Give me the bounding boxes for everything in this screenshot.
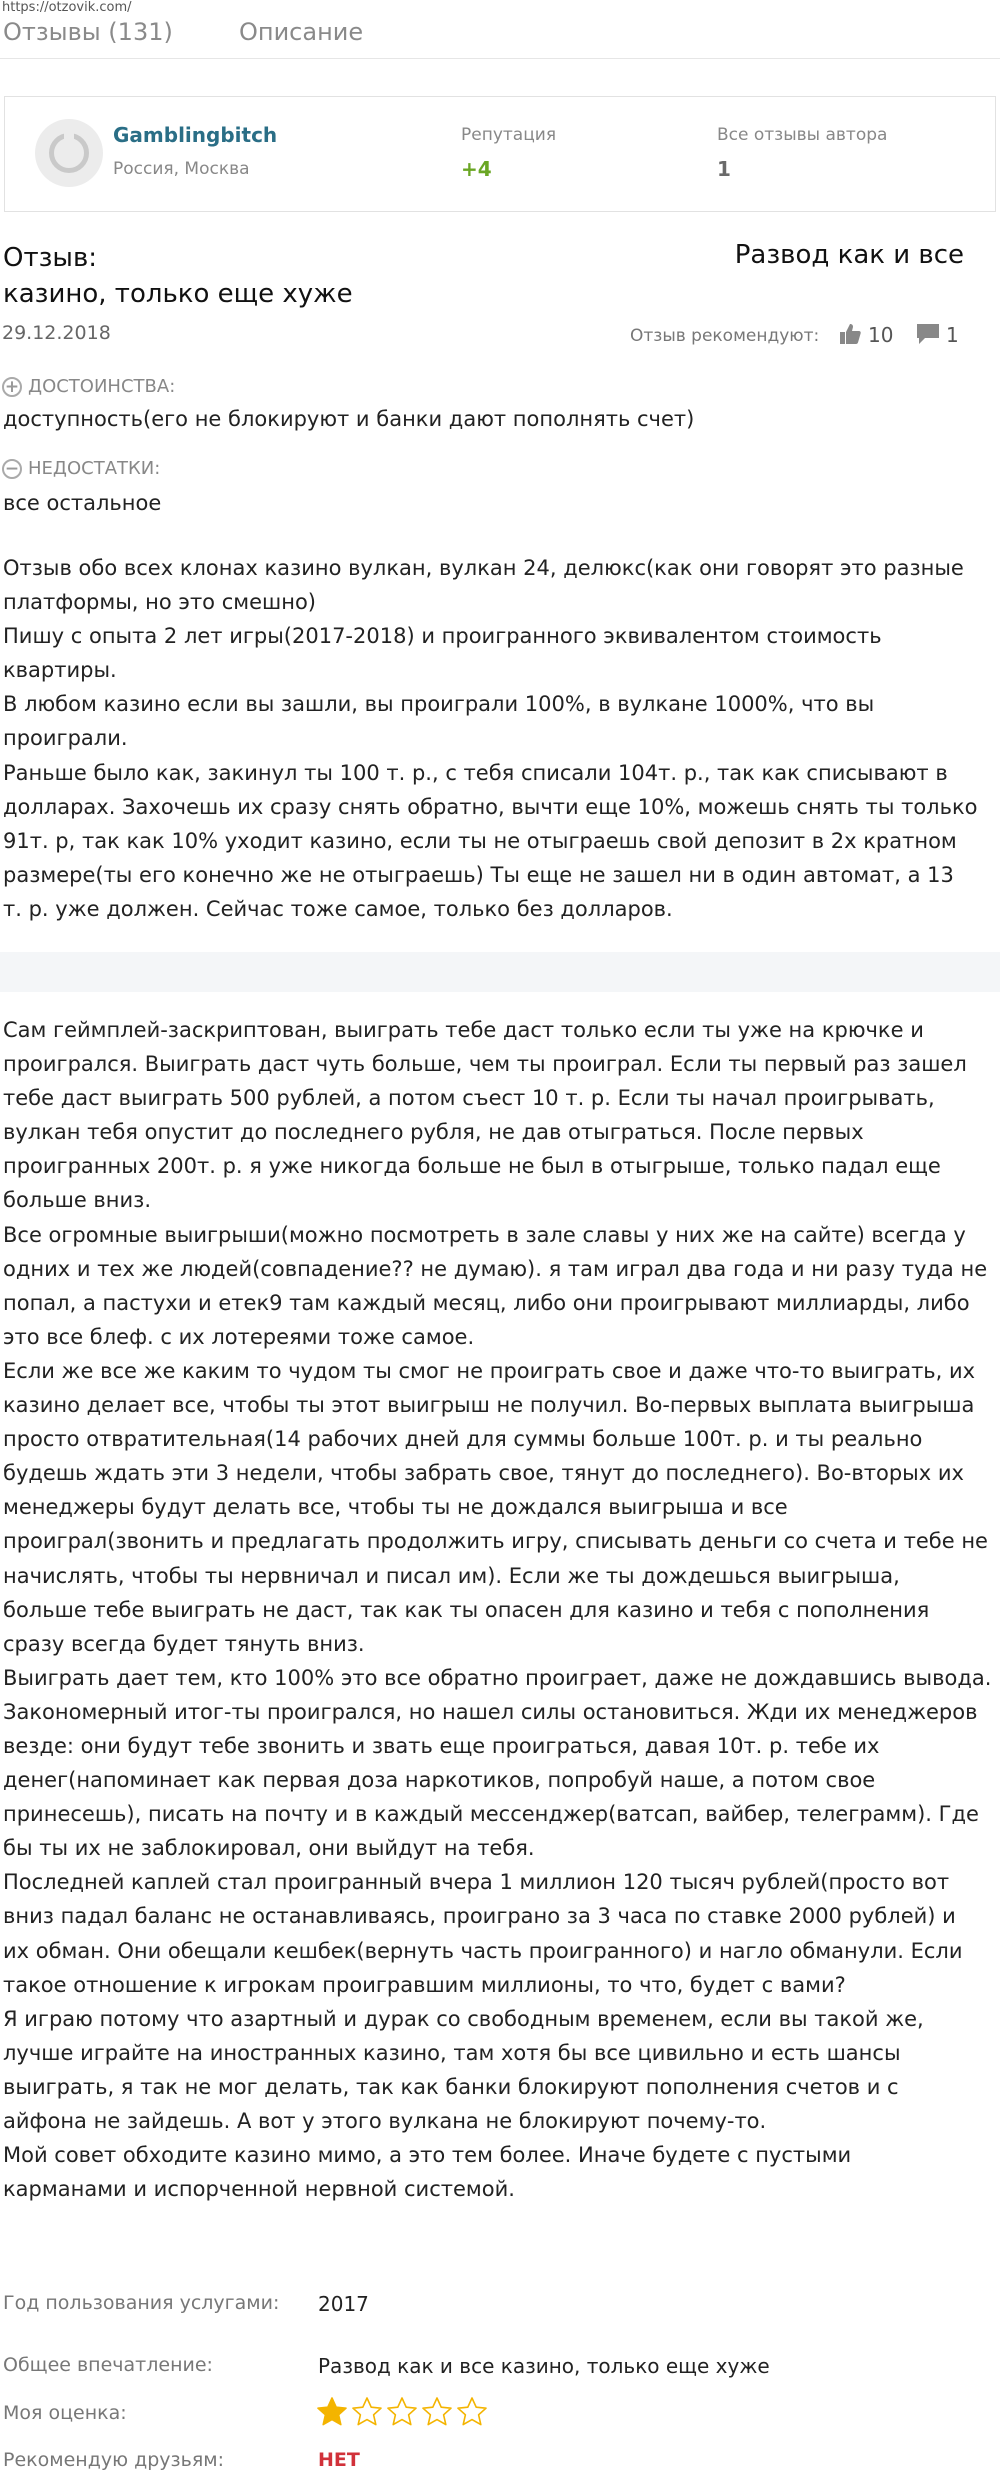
review-body-line: их обман. Они обещали кешбек(вернуть часть проигранного) и нагло обманули. Если [3,1938,963,1963]
recommend-label: Отзыв рекомендуют: [630,326,820,346]
review-body-line: 91т. р, так как 10% уходит казино, если ты не отыграешь свой депозит в 2х кратном [3,828,957,853]
pros-heading [2,376,175,397]
review-body-line: это все блеф. с их лотереями тоже самое. [3,1324,475,1349]
review-body-line: т. р. уже должен. Сейчас тоже самое, только без долларов. [3,896,673,921]
reputation-label: Репутация [461,125,557,145]
review-title-right: Развод как и все [734,240,964,270]
review-body-line: менеджеры будут делать все, чтобы ты не дождался выигрыша и все [3,1495,788,1520]
minus-circle-icon: − [2,459,22,479]
tab-reviews[interactable]: Отзывы (131) [3,18,173,46]
review-body-line: начислять, чтобы ты нервничал и писал им). Если же ты дождешься выигрыша, [3,1563,900,1588]
comment-icon[interactable] [916,323,940,345]
recommend-friends-label: Рекомендую друзьям: [3,2449,225,2471]
review-body-line: выиграть, я так не мог делать, так как банки блокируют пополнения счетов и с [3,2074,899,2099]
review-body-line: бы ты их не заблокировал, они выйдут на тебя. [3,1836,535,1861]
review-body-line: Сам геймплей-заскриптован, выиграть тебе даст только если ты уже на крючке и [3,1018,924,1042]
star-icon [456,2396,488,2428]
review-title [3,240,353,312]
review-body-line: Раньше было как, закинул ты 100 т. р., с тебя списали 104т. р., так как списывают в [3,760,948,785]
star-icon [386,2396,418,2428]
review-body-line: вниз падал баланс не останавливаясь, проиграно за 3 часа по ставке 2000 рублей) и [3,1904,956,1929]
tab-bar [0,14,1000,59]
review-body-line: Все огромные выигрыши(можно посмотреть в зале славы у них же на сайте) всегда у [3,1222,966,1247]
cons-text: все остальное [3,491,162,515]
review-body-line: попал, а пастухи и етек9 там каждый месяц, либо они проигрывают миллиарды, либо [3,1290,970,1315]
review-body-line: Пишу с опыта 2 лет игры(2017-2018) и проигранного эквивалентом стоимость [3,624,882,649]
browser-url: https://otzovik.com/ [2,0,132,15]
thumbs-up-icon[interactable] [838,322,862,346]
review-body-line: Выиграть дает тем, кто 100% это все обратно проиграет, даже не дождавшись вывода. [3,1665,992,1690]
plus-circle-icon: + [2,377,22,397]
impression-value: Развод как и все казино, только еще хуже [318,2354,770,2378]
review-body-line: долларах. Захочешь их сразу снять обратно, вычти еще 10%, можешь снять ты только [3,794,978,819]
review-body-line: тебе даст выиграть 500 рублей, а потом съест 10 т. р. Если ты начал проигрывать, [3,1086,935,1111]
content-separator-band [0,952,1000,992]
review-body-line: сразу всегда будет тянуть вниз. [3,1631,365,1656]
all-reviews-label: Все отзывы автора [717,125,888,145]
tab-description[interactable]: Описание [239,18,364,46]
review-body-line: денег(напоминает как первая доза наркотиков, попробуй наше, а потом свое [3,1768,876,1793]
review-body-line: одних и тех же людей(совпадение?? не думаю). я там играл два года и ни разу туда не [3,1256,988,1281]
review-body-part1 [3,551,993,926]
review-body-line: Отзыв обо всех клонах казино вулкан, вулкан 24, делюкс(как они говорят это разные [3,556,964,580]
author-card [4,96,996,212]
star-icon [351,2396,383,2428]
cons-heading [2,458,160,479]
review-body-line: лучше играйте на иностранных казино, там хотя бы все цивильно и есть шансы [3,2040,901,2065]
author-location: Россия, Москва [113,159,250,179]
service-year-label: Год пользования услугами: [3,2292,280,2314]
review-body-line: принесешь), писать на почту и в каждый мессенджер(ватсап, вайбер, телеграмм). Где [3,1802,979,1827]
review-body-line: больше вниз. [3,1188,152,1213]
review-body-line: больше тебе выиграть не даст, так как ты опасен для казино и тебя с пополнения [3,1597,930,1622]
review-body-line: проиграл(звонить и предлагать продолжить игру, списывать деньги со счета и тебе не [3,1529,988,1554]
review-body-line: просто отвратительная(14 рабочих дней для суммы больше 100т. р. и ты реально [3,1427,923,1452]
recommend-friends-value: НЕТ [318,2449,360,2471]
author-name-link[interactable]: Gamblingbitch [113,123,278,147]
review-title-line2: казино, только еще хуже [3,279,353,309]
review-body-line: будешь ждать эти 3 недели, чтобы забрать свое, тянут до последнего). Во-вторых их [3,1461,964,1486]
comments-count: 1 [946,323,959,347]
review-body-line: такое отношение к игрокам проигравшим миллионы, то что, будет с вами? [3,1972,846,1997]
star-icon [421,2396,453,2428]
review-body-line: Если же все же каким то чудом ты смог не проиграть свое и даже что-то выиграть, их [3,1358,976,1383]
impression-label: Общее впечатление: [3,2354,213,2376]
review-body-line: проигранных 200т. р. я уже никогда больше не был в отыгрыше, только падал еще [3,1154,941,1179]
review-body-line: казино делает все, чтобы ты этот выигрыш не получил. Во-первых выплата выигрыша [3,1393,975,1418]
review-title-line1: Отзыв: [3,243,98,273]
service-year-value: 2017 [318,2292,369,2316]
review-body-line: квартиры. [3,658,117,683]
rating-stars [316,2396,488,2428]
review-body-line: Закономерный итог-ты проигрался, но нашел силы остановиться. Жди их менеджеров [3,1699,978,1724]
all-reviews-count-link[interactable]: 1 [717,157,731,181]
review-body-line: размере(ты его конечно же не отыграешь) Ты еще не зашел ни в один автомат, а 13 [3,862,954,887]
likes-count: 10 [868,323,894,347]
pros-text: доступность(его не блокируют и банки дают пополнять счет) [3,407,695,431]
review-body-line: В любом казино если вы зашли, вы проиграли 100%, в вулкане 1000%, что вы [3,692,875,717]
reputation-value: +4 [461,157,492,181]
star-icon [316,2396,348,2428]
pros-heading-label: ДОСТОИНСТВА: [28,376,176,397]
review-body-line: платформы, но это смешно) [3,590,316,615]
review-body-line: айфона не зайдешь. А вот у этого вулкана не блокируют почему-то. [3,2109,767,2133]
review-body-line: карманами и испорченной нервной системой. [3,2177,515,2202]
avatar-placeholder-icon[interactable] [35,119,103,187]
review-body-line: Я играю потому что азартный и дурак со свободным временем, если вы такой же, [3,2006,924,2031]
review-body-line: вулкан тебя опустит до последнего рубля, не дав отыграться. После первых [3,1120,864,1145]
review-body-line: проигрался. Выиграть даст чуть больше, чем ты проиграл. Если ты первый раз зашел [3,1052,967,1077]
review-body-part2 [3,1013,993,2206]
rating-label: Моя оценка: [3,2402,127,2424]
review-body-line: Последней каплей стал проигранный вчера 1 миллион 120 тысяч рублей(просто вот [3,1870,950,1895]
review-body-line: Мой совет обходите казино мимо, а это тем более. Иначе будете с пустыми [3,2143,852,2168]
review-body-line: везде: они будут тебе звонить и звать еще проиграться, давая 10т. р. тебе их [3,1733,880,1758]
review-date: 29.12.2018 [2,322,111,344]
review-body-line: проиграли. [3,726,128,751]
cons-heading-label: НЕДОСТАТКИ: [28,458,161,479]
